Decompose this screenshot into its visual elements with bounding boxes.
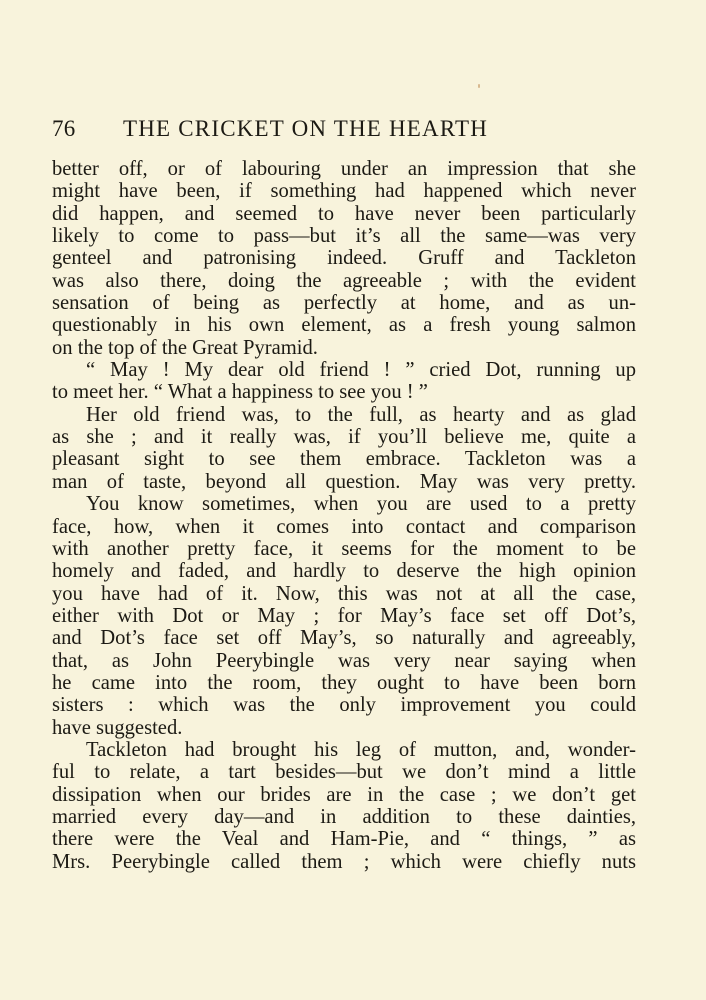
body-text (52, 158, 636, 873)
text-line: either with Dot or May ; for May’s face set off Dot’s, (52, 604, 636, 627)
text-line: might have been, if something had happened which never (52, 180, 636, 203)
text-line: did happen, and seemed to have never been particularly (52, 202, 636, 225)
text-line: have suggested. (52, 716, 183, 739)
text-line: he came into the room, they ought to have been born (52, 671, 636, 694)
text-line: face, how, when it comes into contact and comparison (52, 515, 636, 538)
text-line: there were the Veal and Ham-Pie, and “ things, ” as (52, 828, 636, 851)
text-line: Tackleton had brought his leg of mutton, and, wonder- (86, 738, 636, 761)
text-line: was also there, doing the agreeable ; with the evident (52, 269, 636, 292)
text-line: dissipation when our brides are in the case ; we don’t get (52, 783, 636, 806)
text-line: and Dot’s face set off May’s, so naturally and agreeably, (52, 627, 636, 650)
text-line: You know sometimes, when you are used to a pretty (86, 493, 636, 516)
paragraph (52, 404, 636, 493)
text-line: man of taste, beyond all question. May was very pretty. (52, 470, 636, 493)
text-line: better off, or of labouring under an impression that she (52, 158, 636, 180)
text-line: Mrs. Peerybingle called them ; which were chiefly nuts (52, 850, 636, 873)
text-line: pleasant sight to see them embrace. Tackleton was a (52, 448, 636, 471)
text-line: sisters : which was the only improvement you could (52, 694, 636, 717)
text-line: as she ; and it really was, if you’ll believe me, quite a (52, 426, 636, 449)
text-line: questionably in his own element, as a fresh young salmon (52, 314, 636, 337)
paragraph (52, 493, 636, 739)
running-header (52, 112, 652, 146)
paragraph (52, 158, 636, 359)
text-line: that, as John Peerybingle was very near saying when (52, 649, 636, 672)
paragraph (52, 359, 636, 404)
text-line: genteel and patronising indeed. Gruff and Tackleton (52, 247, 636, 270)
text-line: likely to come to pass—but it’s all the same—was very (52, 225, 636, 248)
text-line: ful to relate, a tart besides—but we don’t mind a little (52, 761, 636, 784)
paper-speck (478, 84, 480, 88)
text-line: married every day—and in addition to these dainties, (52, 805, 636, 828)
text-line: you have had of it. Now, this was not at all the case, (52, 582, 636, 605)
running-title: THE CRICKET ON THE HEARTH (123, 116, 489, 141)
text-line: with another pretty face, it seems for the moment to be (52, 537, 636, 560)
text-line: to meet her. “ What a happiness to see you ! ” (52, 381, 428, 404)
text-line: on the top of the Great Pyramid. (52, 336, 318, 359)
page-number: 76 (52, 116, 76, 141)
text-line: homely and faded, and hardly to deserve the high opinion (52, 560, 636, 583)
text-line: sensation of being as perfectly at home, and as un- (52, 292, 636, 315)
paragraph (52, 739, 636, 873)
text-line: “ May ! My dear old friend ! ” cried Dot, running up (86, 359, 636, 382)
text-line: Her old friend was, to the full, as hearty and as glad (86, 403, 636, 426)
